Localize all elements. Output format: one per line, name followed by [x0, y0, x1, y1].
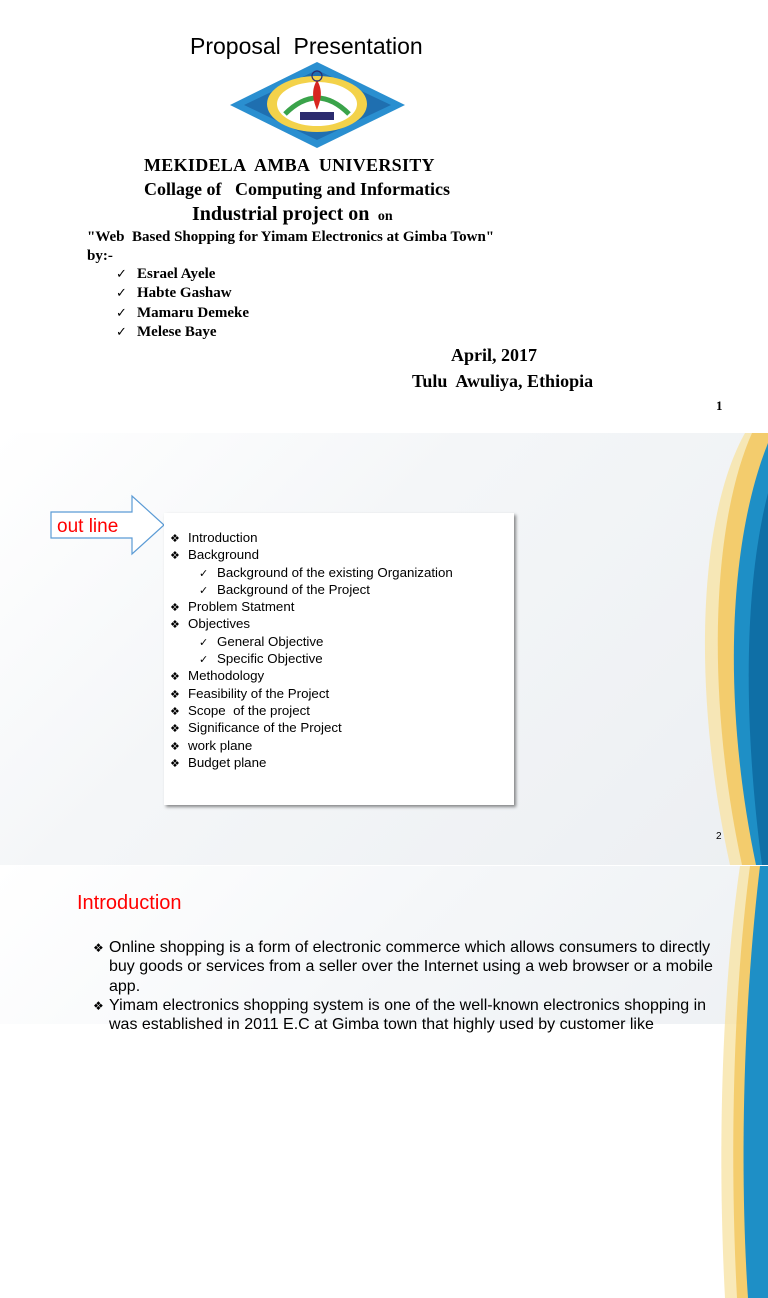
list-item — [170, 719, 453, 736]
university-logo — [230, 62, 405, 148]
slide-heading: Introduction — [77, 892, 182, 914]
diamond-bullet-icon: ❖ — [170, 618, 180, 632]
outline-item-label: Background of the Project — [217, 581, 371, 597]
project-heading — [192, 203, 393, 226]
member-list — [116, 265, 249, 342]
check-icon: ✓ — [199, 566, 209, 580]
list-item — [170, 702, 453, 719]
university-name: MEKIDELA AMBA UNIVERSITY — [144, 155, 435, 175]
intro-bullet-list — [93, 938, 723, 1034]
page-number: 1 — [716, 398, 723, 413]
list-item — [93, 996, 723, 1035]
outline-item-label: Significance of the Project — [188, 720, 342, 736]
member-name: Habte Gashaw — [137, 285, 232, 302]
list-item — [170, 754, 453, 771]
slide-2 — [0, 433, 768, 865]
slide-1 — [0, 0, 768, 432]
list-item — [170, 650, 453, 667]
member-name: Melese Baye — [137, 323, 217, 340]
outline-item-label: Introduction — [188, 530, 258, 545]
diamond-bullet-icon: ❖ — [170, 549, 180, 563]
check-icon: ✓ — [116, 286, 127, 302]
list-item — [116, 304, 249, 323]
check-icon: ✓ — [116, 267, 127, 282]
outline-item-label: Objectives — [188, 616, 251, 632]
project-label: Industrial project on — [192, 203, 375, 225]
list-item — [116, 284, 249, 303]
presentation-place: Tulu Awuliya, Ethiopia — [412, 371, 594, 391]
member-name: Esrael Ayele — [137, 266, 216, 282]
check-icon: ✓ — [199, 635, 209, 649]
diamond-bullet-icon: ❖ — [170, 722, 180, 736]
list-item — [170, 546, 453, 563]
list-item — [170, 598, 453, 615]
bullet-text: Yimam electronics shopping system is one of the well-known electronics shopping in was established in 2011 E.C at Gimba town that highly used by customer like — [109, 996, 707, 1034]
check-icon: ✓ — [199, 653, 209, 667]
slide-title: Proposal Presentation — [190, 33, 423, 59]
outline-item-label: Scope of the project — [188, 702, 310, 718]
project-label-small: on — [374, 209, 393, 224]
list-item — [170, 529, 453, 546]
list-item — [170, 615, 453, 632]
list-item — [93, 938, 723, 996]
check-icon: ✓ — [116, 305, 127, 321]
list-item — [170, 737, 453, 754]
list-item — [170, 633, 453, 650]
diamond-bullet-icon: ❖ — [170, 704, 180, 718]
slide-3 — [0, 866, 768, 1034]
slide-background-swoosh — [0, 866, 768, 1298]
list-item — [170, 564, 453, 581]
outline-item-label: Problem Statment — [188, 599, 295, 615]
outline-item-label: Background — [188, 547, 259, 563]
bullet-text: Online shopping is a form of electronic commerce which allows consumers to directly buy goods or services from a seller over the Internet using a web browser or a mobile app. — [109, 939, 713, 995]
list-item — [170, 667, 453, 684]
outline-list — [170, 529, 453, 771]
diamond-bullet-icon: ❖ — [170, 670, 180, 684]
outline-item-label: Feasibility of the Project — [188, 685, 330, 701]
list-item — [116, 265, 249, 284]
page-number: 2 — [716, 831, 722, 842]
diamond-bullet-icon: ❖ — [93, 998, 104, 1013]
outline-callout-label: out line — [57, 516, 119, 537]
diamond-bullet-icon: ❖ — [170, 532, 180, 545]
outline-item-label: Background of the existing Organization — [217, 564, 453, 580]
project-topic: "Web Based Shopping for Yimam Electronics at Gimba Town" — [87, 229, 495, 245]
check-icon: ✓ — [116, 324, 127, 340]
outline-item-label: work plane — [188, 737, 253, 753]
diamond-bullet-icon: ❖ — [170, 601, 180, 615]
outline-item-label: General Objective — [217, 633, 324, 649]
list-item — [116, 323, 249, 342]
by-label: by:- — [87, 248, 113, 264]
diamond-bullet-icon: ❖ — [170, 756, 180, 770]
outline-item-label: Methodology — [188, 668, 265, 684]
outline-box — [164, 513, 514, 805]
college-name: Collage of Computing and Informatics — [144, 179, 451, 199]
presentation-date: April, 2017 — [451, 345, 538, 365]
diamond-bullet-icon: ❖ — [170, 687, 180, 701]
diamond-bullet-icon: ❖ — [170, 739, 180, 753]
outline-item-label: Budget plane — [188, 754, 267, 770]
check-icon: ✓ — [199, 583, 209, 597]
outline-item-label: Specific Objective — [217, 651, 323, 667]
diamond-bullet-icon: ❖ — [93, 941, 104, 955]
list-item — [170, 581, 453, 598]
member-name: Mamaru Demeke — [137, 304, 250, 321]
list-item — [170, 685, 453, 702]
